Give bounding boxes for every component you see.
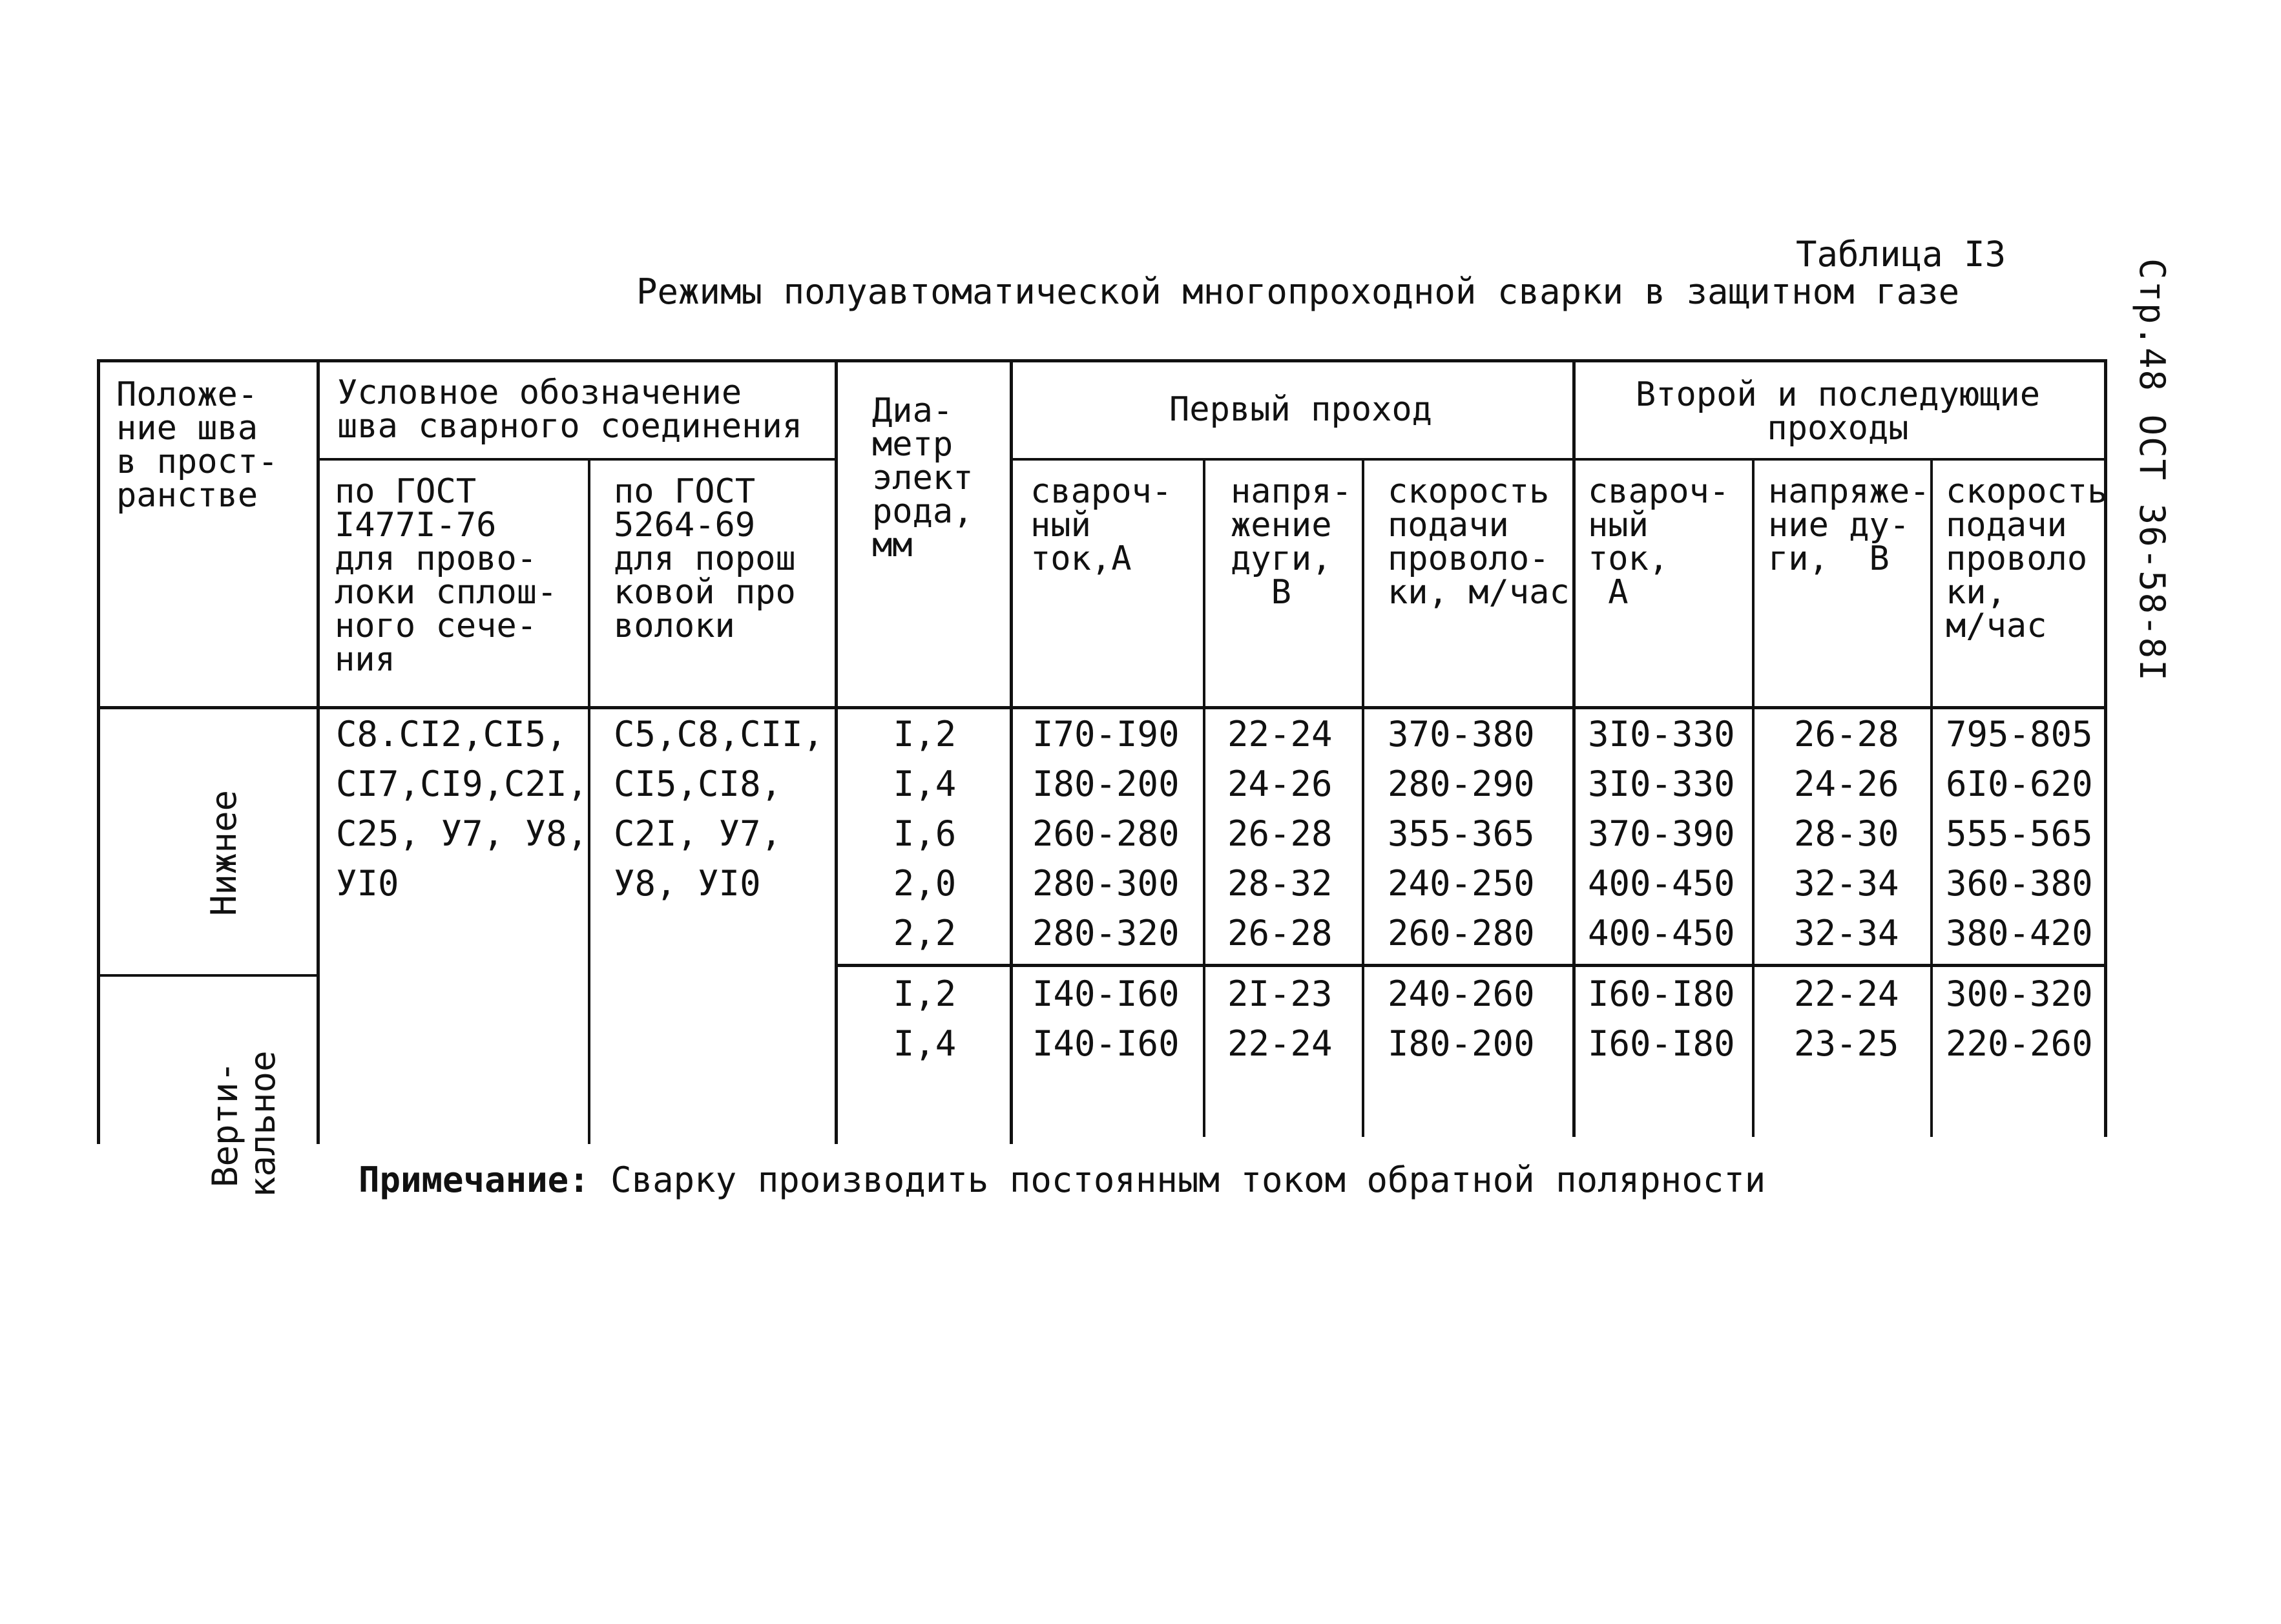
table-note — [359, 1160, 1765, 1200]
header-current-1: свароч- ный ток,А — [1030, 472, 1172, 578]
table-col-line-1 — [317, 359, 320, 1144]
row-voltage-2: 22-24 23-25 — [1794, 973, 1899, 1064]
header-diameter: Диа- метр элект рода, мм — [872, 391, 974, 565]
table-col-line-9 — [1930, 459, 1933, 1137]
header-gost-5264: по ГОСТ 5264-69 для порош ковой про волоки — [614, 472, 796, 645]
header-designation: Условное обозначение шва сварного соединения — [337, 373, 803, 446]
table-col-line-4 — [1010, 359, 1013, 1144]
table-col-line-8 — [1752, 459, 1755, 1137]
header-speed-2: скорость подачи проволо ки, м/час — [1946, 472, 2108, 645]
row-diameter: I,2 I,4 — [893, 973, 957, 1064]
table-col-line-5 — [1203, 459, 1205, 1137]
page-side-label: Стр.48 ОСТ 36-58-8I — [2132, 258, 2172, 682]
row-current-1: I40-I60 I40-I60 — [1032, 973, 1180, 1064]
row-speed-2: 300-320 220-260 — [1946, 973, 2093, 1064]
table-col-line-7 — [1572, 359, 1576, 1137]
header-first-pass: Первый проход — [1169, 390, 1432, 429]
header-gost-14771: по ГОСТ I477I-76 для прово- локи сплош- ного сече- ния — [335, 472, 557, 679]
table-col-line-3 — [835, 359, 838, 1144]
header-current-2: свароч- ный ток, А — [1588, 472, 1730, 612]
row-speed-2: 795-805 6I0-620 555-565 360-380 380-420 — [1946, 714, 2093, 953]
table-left-border — [97, 359, 100, 1144]
table-group-divider-b — [837, 964, 2107, 967]
note-text: Сварку производить постоянным током обратной полярности — [610, 1160, 1766, 1200]
header-voltage-2: напряже- ние ду- ги, В — [1768, 472, 1930, 578]
group-gost-5264: С5,С8,СII, СI5,СI8, С2I, У7, У8, УI0 — [614, 714, 824, 904]
row-group-position: Верти- кальное — [205, 1050, 283, 1198]
row-voltage-1: 2I-23 22-24 — [1227, 973, 1333, 1064]
row-current-2: 3I0-330 3I0-330 370-390 400-450 400-450 — [1588, 714, 1735, 953]
table-title: Режимы полуавтоматической многопроходной сварки в защитном газе — [636, 271, 1960, 312]
row-group-position: Нижнее — [203, 789, 244, 916]
row-current-2: I60-I80 I60-I80 — [1588, 973, 1735, 1064]
row-speed-1: 370-380 280-290 355-365 240-250 260-280 — [1388, 714, 1535, 953]
row-voltage-2: 26-28 24-26 28-30 32-34 32-34 — [1794, 714, 1899, 953]
table-top-border — [97, 359, 2107, 362]
table-group-divider-a — [97, 974, 320, 977]
table-col-line-6 — [1362, 459, 1364, 1137]
table-col-line-2 — [588, 459, 590, 1144]
row-diameter: I,2 I,4 I,6 2,0 2,2 — [893, 714, 957, 953]
row-speed-1: 240-260 I80-200 — [1388, 973, 1535, 1064]
row-current-1: I70-I90 I80-200 260-280 280-300 280-320 — [1032, 714, 1180, 953]
header-position: Положе- ние шва в прост- ранстве — [116, 375, 278, 515]
table-label: Таблица I3 — [1796, 234, 2006, 275]
header-voltage-1: напря- жение дуги, В — [1231, 472, 1352, 612]
table-subheader-line-a — [318, 458, 837, 461]
header-speed-1: скорость подачи проволо- ки, м/час — [1388, 472, 1570, 612]
table-subheader-line-b — [1011, 458, 2107, 461]
header-second-pass: Второй и последующие проходы — [1635, 375, 2041, 448]
note-label: Примечание: — [359, 1160, 590, 1200]
row-voltage-1: 22-24 24-26 26-28 28-32 26-28 — [1227, 714, 1333, 953]
group-gost-14771: С8.СI2,СI5, СI7,СI9,С2I, С25, У7, У8, УI0 — [336, 714, 588, 904]
